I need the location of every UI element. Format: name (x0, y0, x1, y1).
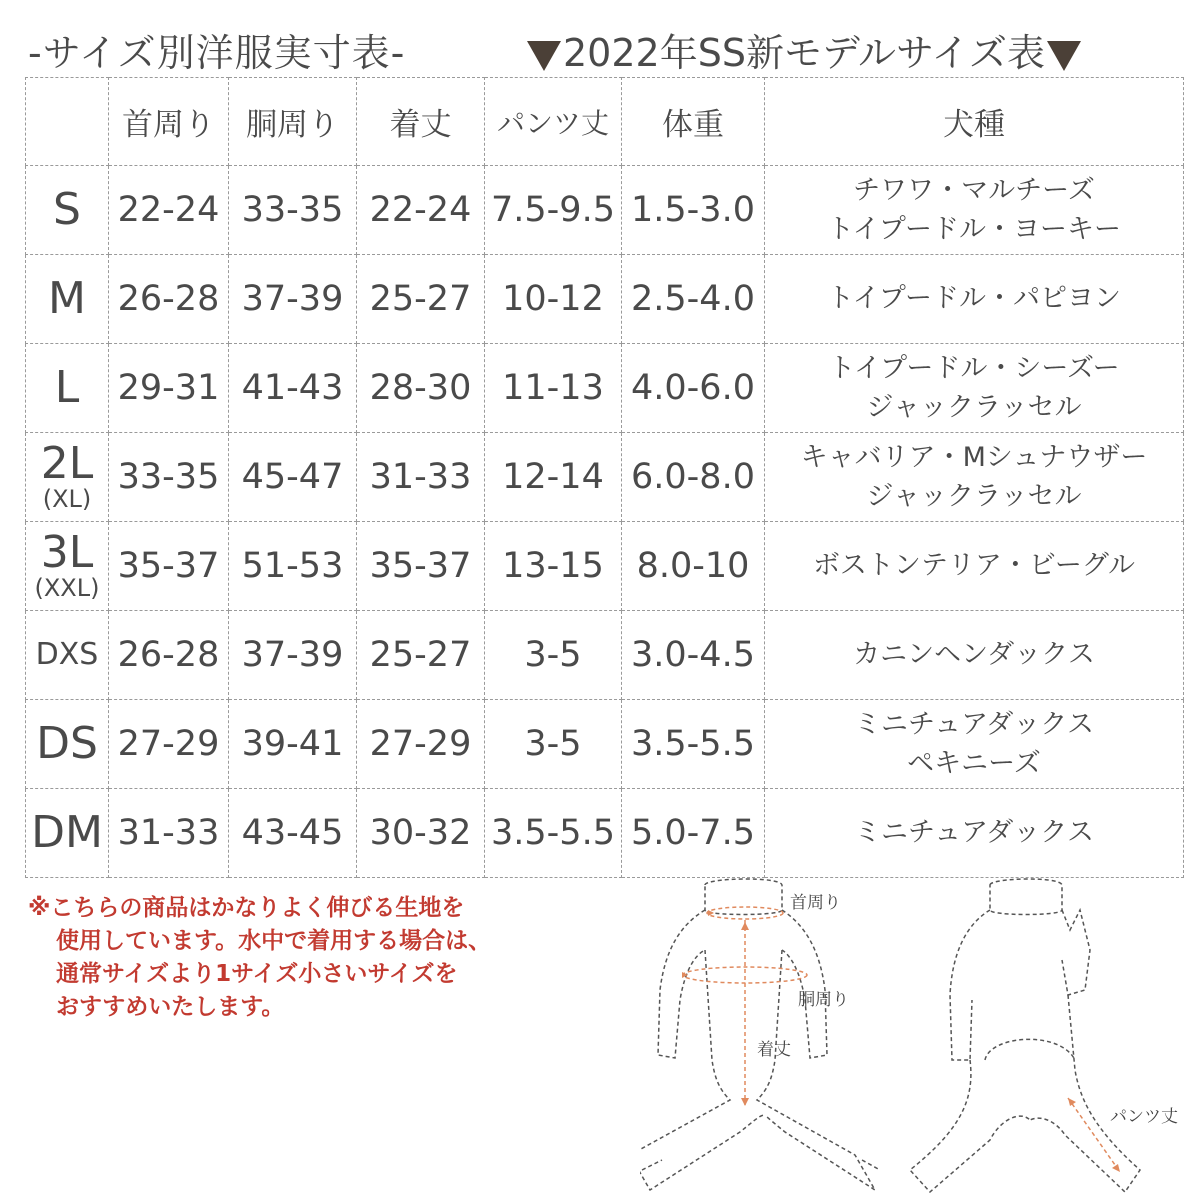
length-value: 31-33 (357, 433, 485, 522)
table-row (26, 433, 1184, 522)
length-value: 25-27 (357, 611, 485, 700)
breed-line: キャバリア・Mシュナウザー (800, 441, 1148, 473)
neck-value: 26-28 (109, 611, 229, 700)
size-cell (26, 611, 109, 700)
waist-value: 43-45 (229, 789, 357, 878)
title-right-text: 2022年SS新モデルサイズ表 (563, 31, 1046, 75)
neck-value: 35-37 (109, 522, 229, 611)
length-value: 25-27 (357, 255, 485, 344)
size-alt-label: (XL) (42, 484, 92, 513)
breed-cell (765, 700, 1184, 789)
note-line: おすすめいたします。 (56, 994, 285, 1021)
table-row (26, 700, 1184, 789)
breed-cell (765, 789, 1184, 878)
breed-cell (765, 166, 1184, 255)
length-value: 28-30 (357, 344, 485, 433)
breed-line: チワワ・マルチーズ (853, 174, 1095, 206)
arrow-icon (1112, 1164, 1120, 1172)
pants-value: 3-5 (485, 611, 622, 700)
breed-line: ミニチュアダックス (853, 817, 1095, 849)
size-label: S (53, 184, 81, 235)
table-row (26, 789, 1184, 878)
table-row (26, 344, 1184, 433)
pants-value: 3.5-5.5 (485, 789, 622, 878)
back-seat-outline (985, 1039, 1075, 1060)
breed-cell (765, 255, 1184, 344)
pants-value: 3-5 (485, 700, 622, 789)
size-label: 3L (40, 526, 94, 578)
waist-value: 33-35 (229, 166, 357, 255)
front-right-sleeve-outline (782, 910, 827, 1058)
breed-line: トイプードル・ヨーキー (826, 214, 1122, 245)
garment-measurement-diagram (640, 870, 1195, 1195)
table-row (26, 166, 1184, 255)
breed-line: カニンヘンダックス (853, 639, 1095, 671)
breed-line: ペキニーズ (907, 748, 1041, 779)
pants-value: 10-12 (485, 255, 622, 344)
weight-value: 3.5-5.5 (622, 700, 765, 789)
neck-value: 22-24 (109, 166, 229, 255)
length-value: 22-24 (357, 166, 485, 255)
header-blank (26, 78, 109, 166)
weight-value: 1.5-3.0 (622, 166, 765, 255)
size-label: DM (31, 807, 103, 858)
breed-line: ミニチュアダックス (853, 708, 1095, 740)
size-alt-label: (XXL) (34, 573, 100, 602)
neck-value: 26-28 (109, 255, 229, 344)
back-right-leg-outline (1030, 995, 1140, 1192)
neck-value: 33-35 (109, 433, 229, 522)
breed-line: トイプードル・パピヨン (826, 283, 1122, 315)
breed-cell (765, 433, 1184, 522)
front-left-leg-outline (640, 950, 765, 1190)
waist-value: 41-43 (229, 344, 357, 433)
weight-value: 3.0-4.5 (622, 611, 765, 700)
table-row (26, 255, 1184, 344)
front-left-sleeve-outline (658, 910, 705, 1058)
pants-value: 11-13 (485, 344, 622, 433)
size-cell (26, 255, 109, 344)
size-label: DXS (35, 637, 99, 672)
table-header-row (26, 78, 1184, 166)
breed-cell (765, 611, 1184, 700)
page-title-right (525, 22, 1083, 77)
breed-cell (765, 522, 1184, 611)
table-row (26, 522, 1184, 611)
header-waist: 胴周り (229, 78, 357, 166)
header-length: 着丈 (357, 78, 485, 166)
breed-line: ボストンテリア・ビーグル (812, 550, 1136, 582)
waist-value: 51-53 (229, 522, 357, 611)
neck-value: 29-31 (109, 344, 229, 433)
length-value: 27-29 (357, 700, 485, 789)
pants-value: 13-15 (485, 522, 622, 611)
neck-value: 31-33 (109, 789, 229, 878)
size-cell (26, 522, 109, 611)
size-cell (26, 789, 109, 878)
note-line: 使用しています。水中で着用する場合は、 (56, 928, 492, 955)
front-right-leg-outline (757, 950, 875, 1190)
breed-line: ジャックラッセル (866, 481, 1082, 512)
diagram-label-neck: 首周り (790, 893, 841, 913)
note-line: ※こちらの商品はかなりよく伸びる生地を (28, 895, 465, 921)
triangle-down-icon (527, 41, 561, 71)
length-value: 35-37 (357, 522, 485, 611)
weight-value: 4.0-6.0 (622, 344, 765, 433)
header-neck: 首周り (109, 78, 229, 166)
breed-line: トイプードル・シーズー (828, 352, 1120, 384)
size-label: M (48, 273, 86, 324)
header-weight: 体重 (622, 78, 765, 166)
weight-value: 5.0-7.5 (622, 789, 765, 878)
size-table (25, 77, 1184, 878)
waist-value: 37-39 (229, 611, 357, 700)
weight-value: 8.0-10 (622, 522, 765, 611)
back-left-sleeve-outline (950, 910, 990, 1060)
back-right-sleeve-outline (1062, 910, 1090, 995)
fabric-stretch-note (28, 892, 491, 1024)
arrow-icon (741, 922, 749, 930)
header-breed: 犬種 (765, 78, 1184, 166)
weight-value: 2.5-4.0 (622, 255, 765, 344)
waist-value: 45-47 (229, 433, 357, 522)
breed-cell (765, 344, 1184, 433)
size-cell (26, 344, 109, 433)
breed-line: ジャックラッセル (866, 392, 1082, 423)
pants-value: 7.5-9.5 (485, 166, 622, 255)
size-label: DS (36, 718, 98, 769)
neck-value: 27-29 (109, 700, 229, 789)
back-left-leg-outline (910, 1060, 1030, 1192)
diagram-label-pants: パンツ丈 (1110, 1107, 1178, 1127)
weight-value: 6.0-8.0 (622, 433, 765, 522)
note-line: 通常サイズより1サイズ小さいサイズを (56, 961, 458, 988)
size-cell (26, 433, 109, 522)
front-cuff-outline (642, 1160, 880, 1170)
size-cell (26, 166, 109, 255)
table-row (26, 611, 1184, 700)
pants-value: 12-14 (485, 433, 622, 522)
header-pants: パンツ丈 (485, 78, 622, 166)
back-collar-outline (990, 879, 1062, 915)
length-value: 30-32 (357, 789, 485, 878)
size-label: L (54, 362, 80, 413)
page-title-left: -サイズ別洋服実寸表- (28, 31, 406, 75)
size-label: 2L (40, 437, 94, 489)
triangle-down-icon (1047, 41, 1081, 71)
size-cell (26, 700, 109, 789)
diagram-label-length: 着丈 (757, 1040, 791, 1060)
waist-value: 39-41 (229, 700, 357, 789)
waist-value: 37-39 (229, 255, 357, 344)
diagram-label-waist: 胴周り (798, 990, 849, 1010)
arrow-icon (741, 1098, 749, 1106)
